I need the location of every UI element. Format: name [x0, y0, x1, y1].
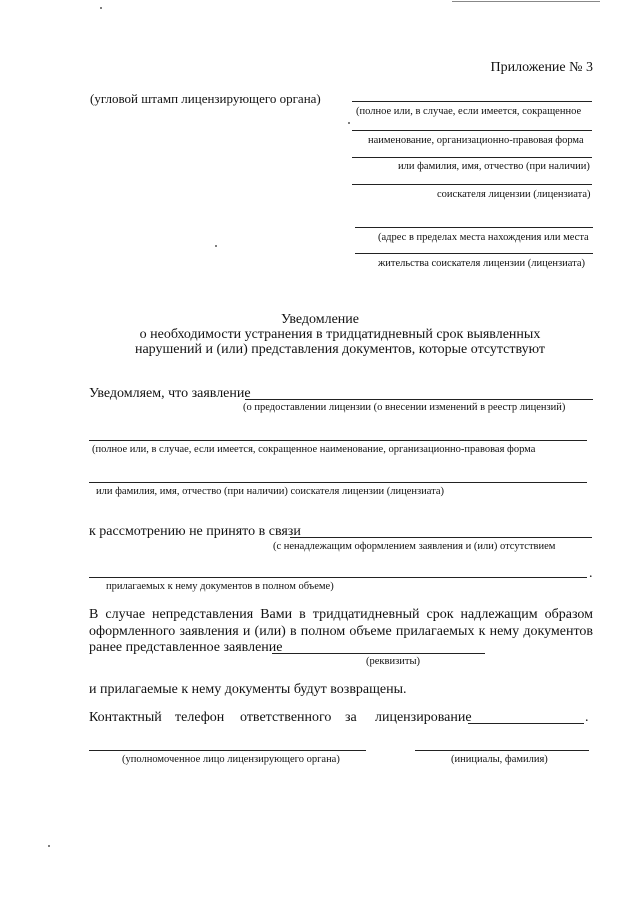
initials-field[interactable]	[415, 750, 589, 751]
addressee-line	[352, 130, 592, 131]
addressee-hint: или фамилия, имя, отчество (при наличии)	[398, 161, 590, 172]
reason-hint: (с ненадлежащим оформлением заявления и (или) отсутствием	[273, 541, 556, 552]
document-title: Уведомление	[280, 312, 359, 327]
address-hint: жительства соискателя лицензии (лицензиата)	[378, 258, 586, 269]
application-type-field[interactable]	[245, 399, 593, 400]
paragraph-line: ранее представленное заявление	[89, 640, 283, 655]
initials-hint: (инициалы, фамилия)	[451, 754, 548, 765]
scan-speck	[215, 245, 217, 247]
addressee-line	[352, 157, 592, 158]
paragraph-line: оформленного заявления и (или) в полном объеме прилагаемых к нему документов	[89, 624, 593, 639]
contact-word: ответственного	[240, 710, 332, 725]
document-subtitle: нарушений и (или) представления документов, которые отсутствуют	[134, 342, 546, 357]
reason-field-2[interactable]	[89, 577, 587, 578]
scan-speck	[48, 845, 50, 847]
address-line	[355, 253, 593, 254]
notify-label: Уведомляем, что заявление	[89, 386, 251, 401]
contact-phone-field[interactable]	[468, 723, 584, 724]
application-type-hint: (о предоставлении лицензии (о внесении изменений в реестр лицензий)	[243, 402, 566, 413]
official-hint: (уполномоченное лицо лицензирующего органа)	[122, 754, 340, 765]
applicant-name-field-2[interactable]	[89, 482, 587, 483]
addressee-hint: наименование, организационно-правовая форма	[368, 135, 584, 146]
contact-word: Контактный	[89, 710, 162, 725]
appendix-number: Приложение № 3	[490, 60, 593, 75]
corner-stamp-label: (угловой штамп лицензирующего органа)	[90, 91, 321, 106]
contact-word: телефон	[175, 710, 225, 725]
reason-field[interactable]	[290, 537, 592, 538]
address-hint: (адрес в пределах места нахождения или места	[378, 232, 589, 243]
document-subtitle: о необходимости устранения в тридцатидневный срок выявленных	[139, 327, 541, 342]
official-signature-field[interactable]	[89, 750, 366, 751]
contact-word: лицензирование	[375, 710, 472, 725]
scan-speck	[100, 7, 102, 9]
addressee-hint: (полное или, в случае, если имеется, сокращенное	[356, 106, 582, 117]
addressee-line	[352, 184, 592, 185]
period: .	[585, 710, 589, 725]
returned-statement: и прилагаемые к нему документы будут возвращены.	[89, 682, 407, 697]
scan-speck	[348, 122, 350, 124]
contact-word: за	[345, 710, 357, 725]
applicant-hint: (полное или, в случае, если имеется, сокращенное наименование, организационно-правовая форма	[92, 444, 536, 455]
period: .	[589, 566, 593, 581]
addressee-line	[352, 101, 592, 102]
applicant-hint: или фамилия, имя, отчество (при наличии) соискателя лицензии (лицензиата)	[96, 486, 445, 497]
address-line	[355, 227, 593, 228]
not-accepted-label: к рассмотрению не принято в связи	[89, 524, 301, 539]
applicant-name-field[interactable]	[89, 440, 587, 441]
paragraph-line: В случае непредставления Вами в тридцатидневный срок надлежащим образом	[89, 607, 593, 622]
requisites-hint: (реквизиты)	[366, 656, 420, 667]
reason-hint: прилагаемых к нему документов в полном объеме)	[106, 581, 334, 592]
scan-edge-line	[452, 1, 600, 2]
requisites-field[interactable]	[272, 653, 485, 654]
addressee-hint: соискателя лицензии (лицензиата)	[437, 189, 591, 200]
